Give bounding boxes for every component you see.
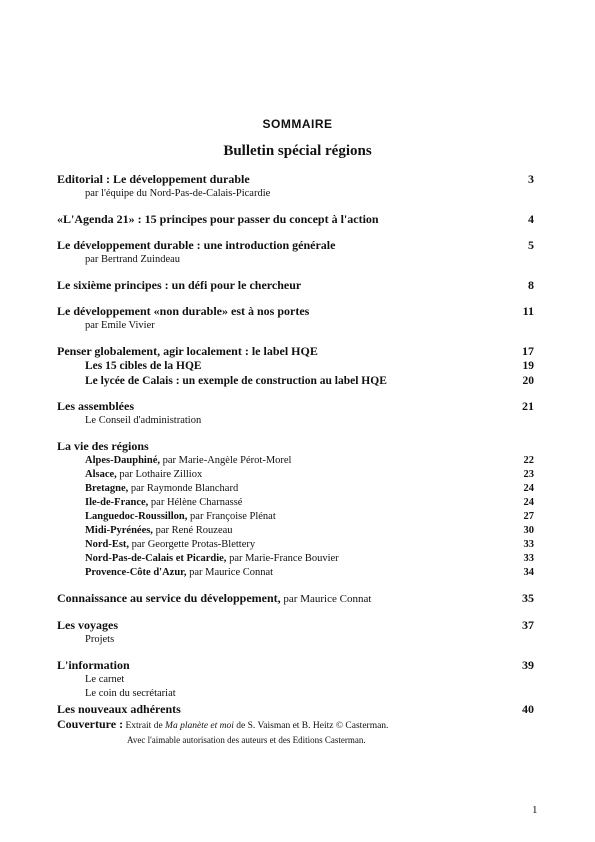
region-name: Alpes-Dauphiné, <box>85 455 160 466</box>
region-author: par Françoise Plénat <box>187 511 276 522</box>
toc-entry-page: 39 <box>522 658 534 672</box>
table-of-contents <box>57 171 534 747</box>
cover-text-after: de S. Vaisman et B. Heitz © Casterman. <box>233 721 389 731</box>
toc-entry-connaissance <box>57 590 534 607</box>
toc-entry-title: Connaissance au service du développement, <box>57 591 281 605</box>
toc-entry-author: Le Conseil d'administration <box>85 415 202 426</box>
toc-entry-nouveaux-adherents <box>57 701 534 717</box>
toc-entry-page: 5 <box>528 238 534 252</box>
region-list <box>57 454 534 580</box>
toc-entry-title: Le sixième principes : un défi pour le chercheur <box>57 278 302 292</box>
region-author: par Georgette Protas-Blettery <box>129 539 256 550</box>
region-entry <box>57 468 534 482</box>
region-page: 33 <box>523 539 534 550</box>
toc-entry-non-durable <box>57 303 534 319</box>
region-entry <box>57 454 534 468</box>
toc-entry-information <box>57 657 534 673</box>
toc-entry-page: 20 <box>522 374 534 387</box>
toc-entry-hqe <box>57 343 534 359</box>
toc-entry-vie-des-regions <box>57 438 534 454</box>
toc-entry-page: 11 <box>522 304 534 318</box>
toc-entry-voyages <box>57 617 534 633</box>
toc-entry-title: Les voyages <box>57 618 118 632</box>
region-entry <box>57 482 534 496</box>
region-entry <box>57 496 534 510</box>
region-page: 27 <box>523 511 534 522</box>
region-name: Bretagne, <box>85 483 129 494</box>
cover-title: Ma planète et moi <box>165 721 234 731</box>
toc-entry-page: 3 <box>528 172 534 186</box>
cover-text-before: Extrait de <box>123 721 166 731</box>
toc-entry-title: Les 15 cibles de la HQE <box>85 360 202 372</box>
region-author: par Hélène Charnassé <box>148 497 243 508</box>
toc-entry-assemblees <box>57 398 534 414</box>
region-page: 23 <box>523 469 534 480</box>
toc-entry-page: 35 <box>522 591 534 605</box>
toc-entry-title: L'information <box>57 658 130 672</box>
toc-entry-page: 4 <box>528 212 534 226</box>
bulletin-subtitle: Bulletin spécial régions <box>223 143 372 159</box>
toc-entry-page: 40 <box>522 702 534 716</box>
toc-entry-author: par Emile Vivier <box>85 320 155 331</box>
region-name: Alsace, <box>85 469 117 480</box>
toc-entry-title: Le développement durable : une introduction générale <box>57 238 336 252</box>
toc-entry-editorial <box>57 171 534 187</box>
cover-label: Couverture : <box>57 717 124 731</box>
toc-entry-title: Editorial : Le développement durable <box>57 172 250 186</box>
region-page: 24 <box>523 497 534 508</box>
region-author: par René Rouzeau <box>152 525 233 536</box>
toc-entry-sixieme-principe <box>57 277 534 293</box>
toc-entry-page: 8 <box>528 278 534 292</box>
toc-entry-author: par Maurice Connat <box>280 593 372 605</box>
region-author: par Maurice Connat <box>186 567 274 578</box>
region-entry <box>57 538 534 552</box>
toc-entry-title: Les nouveaux adhérents <box>57 702 181 716</box>
toc-entry-agenda21 <box>57 211 534 227</box>
toc-entry-title: «L'Agenda 21» : 15 principes pour passer du concept à l'action <box>57 212 379 226</box>
toc-entry-page: 17 <box>522 344 534 358</box>
cover-permission-note: Avec l'aimable autorisation des auteurs et des Editions Casterman. <box>127 735 366 745</box>
toc-entry-introduction <box>57 237 534 253</box>
region-page: 30 <box>523 525 534 536</box>
toc-entry-title: Le lycée de Calais : un exemple de construction au label HQE <box>85 374 387 387</box>
region-entry <box>57 510 534 524</box>
toc-entry-title: Penser globalement, agir localement : le label HQE <box>57 344 318 358</box>
region-page: 24 <box>523 483 534 494</box>
region-page: 33 <box>523 553 534 564</box>
region-author: par Lothaire Zilliox <box>116 469 203 480</box>
region-author: par Raymonde Blanchard <box>128 483 239 494</box>
page-number: 1 <box>532 804 538 816</box>
region-page: 22 <box>523 455 534 466</box>
cover-credit <box>57 717 534 734</box>
toc-subentry-15-cibles <box>57 359 534 374</box>
toc-entry-title: La vie des régions <box>57 439 149 453</box>
toc-entry-item: Le coin du secrétariat <box>85 688 176 699</box>
toc-entry-author: par l'équipe du Nord-Pas-de-Calais-Picardie <box>85 188 271 199</box>
toc-entry-author: Projets <box>85 634 115 645</box>
region-page: 34 <box>523 567 534 578</box>
toc-entry-page: 37 <box>522 618 534 632</box>
sommaire-heading: SOMMAIRE <box>262 117 333 131</box>
region-entry <box>57 524 534 538</box>
region-name: Languedoc-Roussillon, <box>85 511 188 522</box>
region-author: par Marie-Angèle Pérot-Morel <box>159 455 292 466</box>
region-name: Midi-Pyrénées, <box>85 525 153 536</box>
region-name: Nord-Est, <box>85 539 130 550</box>
toc-entry-page: 21 <box>522 399 534 413</box>
toc-entry-item: Le carnet <box>85 674 125 685</box>
toc-subentry-lycee-calais <box>57 374 534 389</box>
region-name: Nord-Pas-de-Calais et Picardie, <box>85 553 227 564</box>
toc-entry-page: 19 <box>522 360 534 372</box>
toc-entry-title: Les assemblées <box>57 399 134 413</box>
toc-entry-title: Le développement «non durable» est à nos portes <box>57 304 310 318</box>
toc-entry-author: par Bertrand Zuindeau <box>85 254 181 265</box>
region-entry <box>57 566 534 580</box>
region-name: Ile-de-France, <box>85 497 149 508</box>
region-entry <box>57 552 534 566</box>
region-name: Provence-Côte d'Azur, <box>85 567 187 578</box>
region-author: par Marie-France Bouvier <box>226 553 339 564</box>
